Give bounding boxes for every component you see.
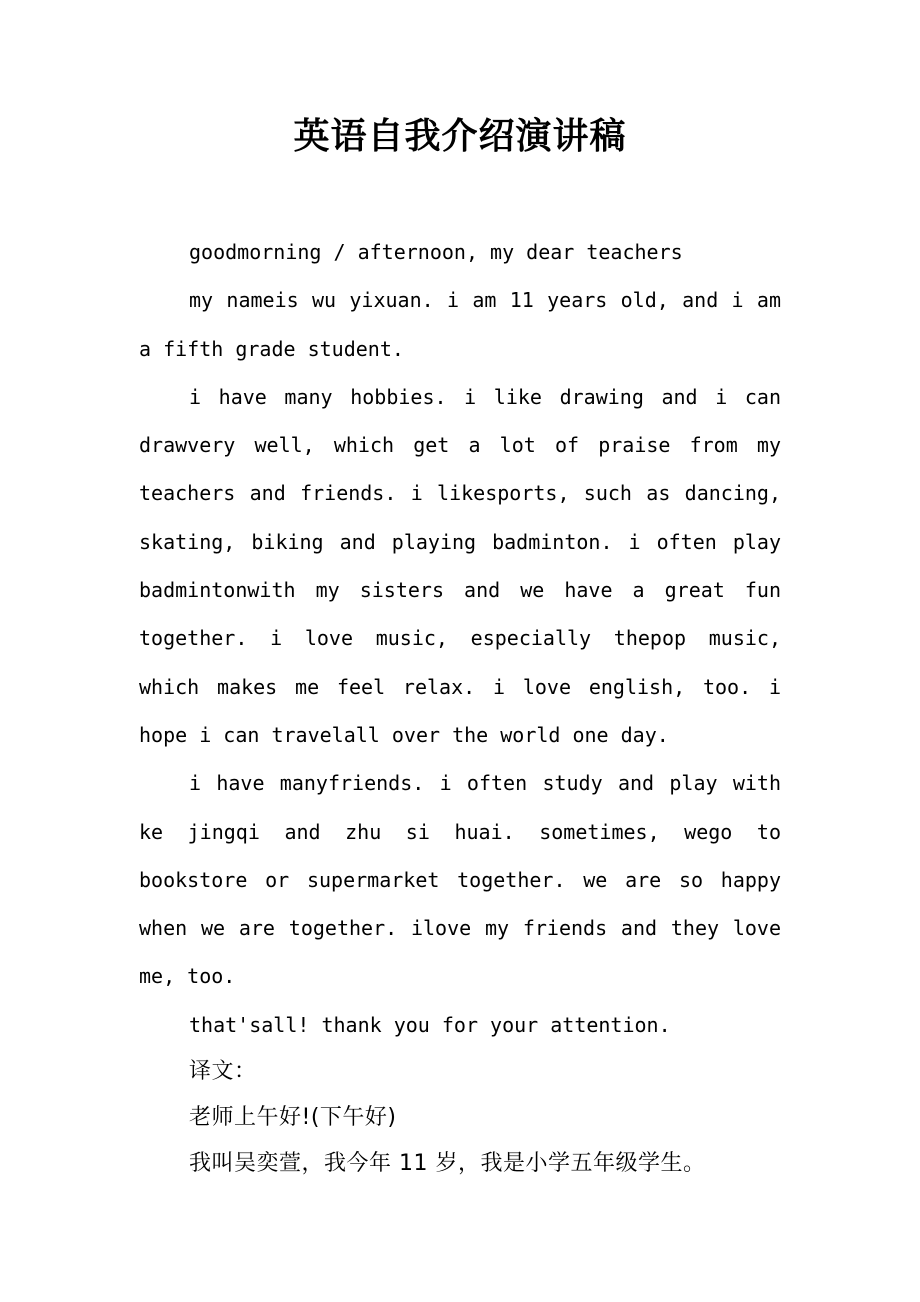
translation-intro: 我叫吴奕萱，我今年 11 岁，我是小学五年级学生。 — [189, 1151, 706, 1177]
paragraph-greeting: goodmorning / afternoon, my dear teachers — [189, 240, 683, 264]
paragraph-hobbies: i have many hobbies. i like drawing and i can drawvery well, which get a lot of praise from my teachers and friends. i likesports, such as dancing, skating, biking and playing badminton. i often play badmintonwith my sisters and we have a great fun together. i love music, especially thepop music, which makes me feel relax. i love english, too. i hope i can travelall over the world one day. — [139, 384, 781, 747]
paragraph-closing: that'sall! thank you for your attention. — [189, 1012, 671, 1037]
translation-label: 译文： — [189, 1059, 257, 1085]
document-body — [139, 228, 781, 1187]
paragraph-friends: i have manyfriends. i often study and play with ke jingqi and zhu si huai. sometimes, wego to bookstore or supermarket together. we are so happy when we are together. ilove my friends and they love me, too. — [139, 771, 781, 989]
translation-greeting: 老师上午好!(下午好) — [189, 1105, 397, 1131]
paragraph-intro: my nameis wu yixuan. i am 11 years old, and i am a fifth grade student. — [139, 288, 781, 361]
document-title: 英语自我介绍演讲稿 — [293, 115, 627, 157]
